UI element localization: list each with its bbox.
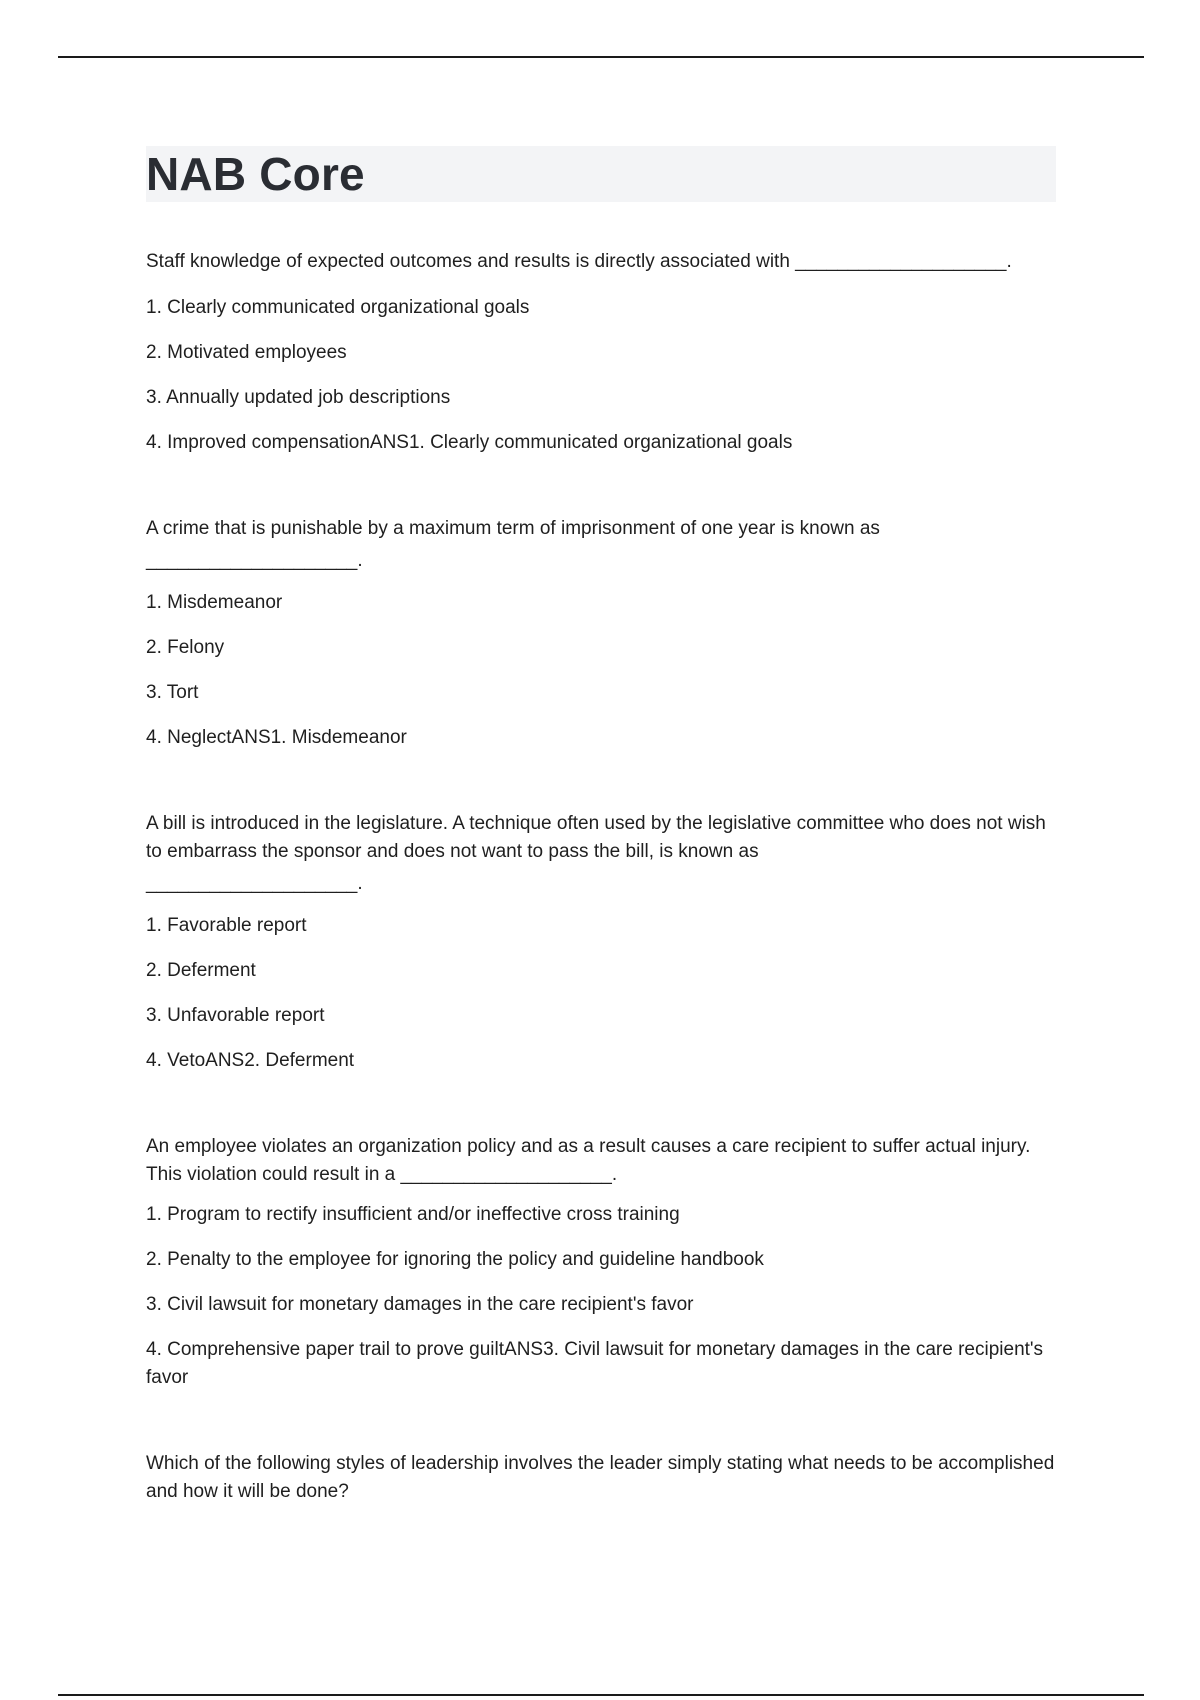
question-text: A crime that is punishable by a maximum term of imprisonment of one year is known as [146, 518, 880, 539]
answer-option: 2. Motivated employees [146, 342, 347, 363]
answer-blank: ____________________. [146, 873, 363, 894]
question-list [146, 248, 1056, 1506]
page-top-rule [58, 56, 1144, 58]
question-block [146, 248, 1056, 457]
answer-option: 3. Unfavorable report [146, 1005, 325, 1026]
answer-option: 4. Improved compensationANS1. Clearly communicated organizational goals [146, 432, 793, 453]
question-text: Which of the following styles of leadership involves the leader simply stating what needs to be accomplished and how it will be done? [146, 1453, 1055, 1502]
answer-option: 3. Annually updated job descriptions [146, 387, 451, 408]
answer-option: 2. Penalty to the employee for ignoring the policy and guideline handbook [146, 1249, 764, 1270]
answer-option: 4. NeglectANS1. Misdemeanor [146, 727, 407, 748]
answer-option: 2. Felony [146, 637, 225, 658]
answer-option: 1. Clearly communicated organizational goals [146, 297, 530, 318]
answer-option: 4. Comprehensive paper trail to prove guiltANS3. Civil lawsuit for monetary damages in the care recipient's favor [146, 1339, 1044, 1388]
answer-option: 3. Civil lawsuit for monetary damages in the care recipient's favor [146, 1294, 694, 1315]
question-block [146, 1450, 1056, 1506]
answer-option: 4. VetoANS2. Deferment [146, 1050, 355, 1071]
question-block [146, 810, 1056, 1075]
question-text: Staff knowledge of expected outcomes and results is directly associated with ____________________. [146, 251, 1012, 272]
answer-option: 1. Program to rectify insufficient and/or ineffective cross training [146, 1204, 680, 1225]
question-block [146, 1133, 1056, 1392]
page-bottom-rule [58, 1694, 1144, 1696]
question-block [146, 515, 1056, 752]
answer-blank: ____________________. [146, 550, 363, 571]
question-text: A bill is introduced in the legislature. A technique often used by the legislative committee who does not wish to embarrass the sponsor and does not want to pass the bill, is known as [146, 813, 1046, 862]
question-text: An employee violates an organization policy and as a result causes a care recipient to suffer actual injury. This violation could result in a ____________________. [146, 1136, 1031, 1185]
answer-option: 3. Tort [146, 682, 199, 703]
answer-option: 2. Deferment [146, 960, 256, 981]
document-body [146, 146, 1056, 1524]
document-title: NAB Core [146, 146, 1056, 202]
answer-option: 1. Misdemeanor [146, 592, 283, 613]
answer-option: 1. Favorable report [146, 915, 307, 936]
